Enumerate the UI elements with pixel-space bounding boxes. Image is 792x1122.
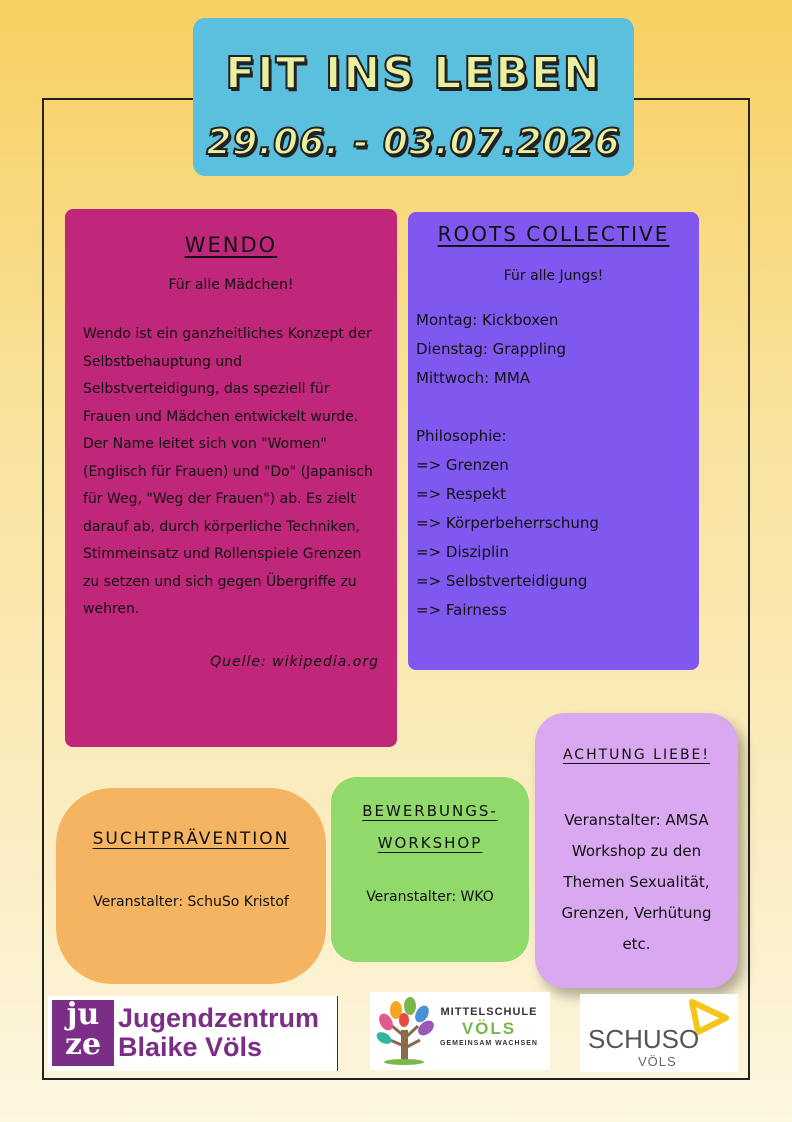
wendo-card — [65, 209, 397, 747]
philosophy-item: => Grenzen — [416, 456, 509, 474]
page-title: FIT INS LEBEN — [225, 48, 602, 99]
achtung-description — [535, 805, 738, 960]
juze-mark-icon — [52, 997, 114, 1066]
ms-line3: GEMEINSAM WACHSEN — [440, 1040, 538, 1047]
sucht-organizer: Veranstalter: SchuSo Kristof — [93, 894, 289, 910]
juze-name — [118, 1004, 319, 1062]
schuso-line1: SCHUSO — [588, 1024, 700, 1054]
schedule-item: Montag: Kickboxen — [416, 311, 559, 329]
achtung-line: Grenzen, Verhütung — [561, 904, 712, 922]
sucht-heading: SUCHTPRÄVENTION — [92, 829, 290, 849]
wendo-source: Quelle: wikipedia.org — [210, 653, 379, 670]
philosophy-item: => Fairness — [416, 601, 507, 619]
wendo-subtitle: Für alle Mädchen! — [168, 277, 294, 293]
schedule-item: Mittwoch: MMA — [416, 369, 531, 387]
schedule-item: Dienstag: Grappling — [416, 340, 567, 358]
achtung-liebe-card — [535, 713, 738, 988]
bewerbung-card — [331, 777, 529, 962]
roots-heading: ROOTS COLLECTIVE — [437, 222, 670, 246]
schuso-logo — [580, 994, 738, 1072]
mittelschule-logo — [370, 992, 550, 1070]
wendo-description: Wendo ist ein ganzheitliches Konzept der Selbstbehauptung und Selbstverteidigung, das speziell für Frauen und Mädchen entwickelt wurde. Der Name leitet sich von "Women" (Englisch für Frauen) und "Do" (Japanisch für Weg, "Weg der Frauen") ab. Es zielt darauf ab, durch körperliche Techniken, Stimmeinsatz und Rollenspiele Grenzen zu setzen und sich gegen Übergriffe zu wehren. — [83, 326, 373, 617]
philosophy-item: => Respekt — [416, 485, 507, 503]
ms-name — [436, 1006, 542, 1047]
achtung-line: Themen Sexualität, — [563, 873, 710, 891]
title-banner — [193, 18, 634, 176]
jugendzentrum-logo — [48, 996, 338, 1071]
philosophy-item: => Disziplin — [416, 543, 509, 561]
bewerbung-organizer: Veranstalter: WKO — [366, 889, 494, 905]
juze-mark-top: ju — [66, 997, 100, 1032]
juze-mark-bottom: ze — [64, 1027, 102, 1062]
wendo-heading: WENDO — [184, 233, 278, 257]
achtung-line: etc. — [622, 935, 651, 953]
schuso-line2: VÖLS — [638, 1054, 677, 1069]
suchtpraevention-card — [56, 788, 326, 984]
event-dates: 29.06. - 03.07.2026 — [206, 122, 621, 163]
juze-line1: Jugendzentrum — [118, 1003, 320, 1033]
achtung-line: Veranstalter: AMSA — [564, 811, 709, 829]
roots-list — [416, 306, 691, 625]
achtung-line: Workshop zu den — [571, 842, 702, 860]
philosophy-item: => Selbstverteidigung — [416, 572, 588, 590]
achtung-heading: ACHTUNG LIEBE! — [562, 747, 711, 763]
ms-line2: VÖLS — [461, 1019, 517, 1038]
roots-subtitle: Für alle Jungs! — [503, 268, 604, 284]
bewerbung-heading — [331, 795, 529, 859]
tree-icon — [374, 996, 436, 1066]
juze-line2: Blaike Völs — [118, 1032, 263, 1062]
bewerbung-heading-line2: WORKSHOP — [377, 834, 483, 852]
philosophy-item: => Körperbeherrschung — [416, 514, 599, 532]
ms-line1: MITTELSCHULE — [440, 1006, 538, 1018]
philosophy-label: Philosophie: — [416, 427, 507, 445]
bewerbung-heading-line1: BEWERBUNGS- — [362, 802, 498, 820]
roots-collective-card — [408, 212, 699, 670]
